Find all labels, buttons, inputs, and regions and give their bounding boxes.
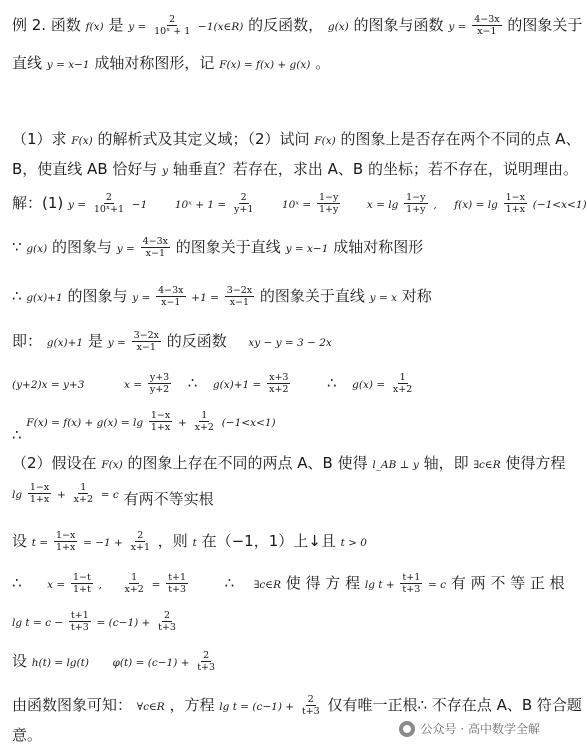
fraction [195, 650, 217, 673]
text: ，则 [157, 532, 188, 550]
fraction [404, 192, 427, 215]
text: 成轴对称图形 [333, 238, 424, 256]
text: 成轴对称图形，记 [94, 54, 215, 72]
math: = c [100, 489, 119, 501]
fraction [28, 482, 51, 505]
math: g(x)+1 [26, 292, 63, 304]
math: = c [428, 579, 447, 591]
math: y [162, 165, 169, 177]
denominator: 10ˣ + 1 [154, 26, 191, 37]
solution-line-5 [12, 372, 554, 395]
math: = (c−1) + [96, 617, 151, 629]
fraction [156, 610, 178, 633]
text: 轴，即 [423, 454, 469, 472]
numerator: 1−x [505, 192, 525, 203]
denominator: 1+x [55, 542, 76, 553]
fraction [132, 330, 161, 353]
math: ∀c∈R [136, 701, 165, 713]
math: (−1<x<1) [221, 417, 276, 429]
numerator: 1−t [72, 572, 91, 583]
math: f(x) = lg [454, 199, 498, 211]
math: F(x) [314, 135, 336, 147]
denominator: y+1 [234, 204, 254, 215]
example-line-2 [12, 52, 554, 73]
numerator: 4−3x [158, 285, 184, 296]
watermark [393, 718, 546, 739]
therefore-symbol: ∴ [224, 574, 235, 592]
text: 的图象关于直线 [175, 238, 281, 256]
numerator: x+3 [269, 372, 289, 383]
wechat-account-icon [399, 721, 415, 737]
fraction [317, 192, 340, 215]
therefore-symbol: ∴ [12, 426, 22, 444]
numerator: 4−3x [474, 14, 500, 25]
math: = −1 + [83, 537, 123, 549]
math: x = [47, 579, 66, 591]
math: y = [132, 292, 151, 304]
math: xy − y = 3 − 2x [248, 337, 332, 349]
math: lg [12, 489, 23, 501]
denominator: 10ˣ+1 [93, 204, 125, 215]
math: F(x) [101, 459, 123, 471]
fraction [122, 572, 145, 595]
denominator: t+3 [402, 584, 421, 595]
numerator: y+3 [149, 372, 170, 383]
text: 直线 [12, 54, 43, 72]
fraction [504, 192, 527, 215]
text: 的反函数 [166, 332, 227, 350]
numerator: 2 [105, 192, 112, 203]
math-fx: f(x) [85, 21, 104, 33]
math: + [57, 489, 66, 501]
numerator: t+1 [402, 572, 421, 583]
solution-line-10 [12, 572, 565, 595]
math: g(x) = [352, 379, 386, 391]
numerator: 1 [201, 410, 208, 421]
text: 是 [108, 16, 124, 34]
numerator: 1−y [318, 192, 339, 203]
math: 10ˣ + 1 = [174, 199, 227, 211]
math: , [433, 199, 437, 211]
math: F(x) = f(x) + g(x) [219, 59, 311, 71]
math: = [151, 579, 161, 591]
text: 的图象关于 [507, 16, 583, 34]
math: g(x)+1 [46, 337, 84, 349]
math: φ(t) = (c−1) + [112, 657, 190, 669]
numerator: 1 [399, 372, 406, 383]
text: 使得方程 [505, 454, 566, 472]
math: t > 0 [340, 537, 367, 549]
question-line-2 [12, 158, 578, 179]
denominator: x−1 [477, 26, 497, 37]
denominator: 1+x [29, 494, 50, 505]
math: y = [128, 21, 147, 33]
fraction [129, 530, 152, 553]
text: 的图象与 [51, 238, 112, 256]
denominator: y+2 [149, 384, 170, 395]
example-lead: 例 2. 函数 [12, 16, 81, 34]
denominator: x−1 [229, 297, 250, 308]
denominator: x+2 [124, 584, 144, 595]
denominator: t+3 [301, 706, 320, 717]
text: 的图象上存在不同的两点 A、B 使得 [127, 454, 368, 472]
text: 由函数图象可知： [12, 696, 133, 714]
math: ∃c∈R [253, 579, 281, 591]
text: 仅有唯一正根∴ 不存在点 A、B 符合题 [327, 696, 582, 714]
solution-line-6 [12, 410, 554, 444]
math: x = lg [366, 199, 399, 211]
fraction [232, 192, 255, 215]
math: −1 [131, 199, 148, 211]
fraction [149, 410, 172, 433]
numerator: 2 [307, 694, 314, 705]
denominator: t+3 [168, 584, 187, 595]
math: y = [107, 337, 126, 349]
numerator: 3−2x [133, 330, 159, 341]
text: 轴垂直？若存在，求出 A、B 的坐标；若不存在，说明理由。 [172, 160, 578, 178]
fraction [72, 482, 95, 505]
question-line-1 [12, 128, 581, 149]
math: −1(x∈R) [198, 21, 244, 33]
fraction [71, 572, 93, 595]
text: 意。 [12, 726, 43, 744]
denominator: 1+x [150, 422, 171, 433]
denominator: 1+x [505, 204, 525, 215]
denominator: 1+t [72, 584, 91, 595]
text: 的反函数， [248, 16, 324, 34]
fraction [267, 372, 290, 395]
math: ∃c∈R [473, 459, 501, 471]
numerator: 2 [240, 192, 247, 203]
math: lg t = c − [12, 617, 64, 629]
denominator: 1+y [406, 204, 426, 215]
numerator: t+1 [168, 572, 187, 583]
numerator: 1−x [150, 410, 171, 421]
text: 对称 [401, 287, 432, 305]
text: 有两不等实根 [123, 490, 214, 508]
fraction [225, 285, 254, 308]
numerator: 1−x [29, 482, 50, 493]
text: 解：(1) [12, 194, 64, 212]
fraction [152, 14, 192, 37]
numerator: 2 [164, 610, 171, 621]
text: 设 [12, 532, 28, 550]
text: 的图象与 [67, 287, 128, 305]
math: (−1<x<1) [532, 199, 587, 211]
text: 使 得 方 程 [285, 574, 361, 592]
fraction [156, 285, 185, 308]
fraction [166, 572, 188, 595]
fraction [148, 372, 171, 395]
math: y = [68, 199, 87, 211]
text: （2）假设在 [12, 454, 97, 472]
solution-line-8 [12, 482, 554, 508]
numerator: 2 [137, 530, 144, 541]
text: 的图象关于直线 [259, 287, 365, 305]
math: y = [116, 243, 135, 255]
math: F(x) = f(x) + g(x) = lg [26, 417, 144, 429]
math: + [178, 417, 187, 429]
math: y = x [369, 292, 397, 304]
numerator: 2 [169, 14, 176, 25]
solution-line-4 [12, 330, 554, 353]
math: y = [448, 21, 467, 33]
therefore-symbol: ∴ [12, 574, 22, 592]
text: 是 [87, 332, 103, 350]
numerator: 1−x [55, 530, 76, 541]
math: lg t = (c−1) + [219, 701, 295, 713]
text: B，使直线 AB 恰好与 [12, 160, 158, 178]
denominator: t+3 [197, 662, 216, 673]
solution-line-2 [12, 236, 554, 259]
denominator: 1+y [318, 204, 339, 215]
math: h(t) = lg(t) [31, 657, 89, 669]
math: 10ˣ = [281, 199, 312, 211]
text: 的图象与函数 [353, 16, 444, 34]
text: ，方程 [169, 696, 215, 714]
fraction [69, 610, 91, 633]
fraction [472, 14, 501, 37]
denominator: x+2 [392, 384, 413, 395]
fraction [391, 372, 414, 395]
math: , [98, 579, 102, 591]
numerator: 1 [80, 482, 87, 493]
numerator: 3−2x [226, 285, 253, 296]
fraction [92, 192, 126, 215]
denominator: x+2 [73, 494, 93, 505]
denominator: x−1 [161, 297, 181, 308]
denominator: x−1 [136, 342, 156, 353]
denominator: x+2 [269, 384, 289, 395]
denominator: x−1 [145, 248, 165, 259]
fraction [300, 694, 322, 717]
fraction [141, 236, 170, 259]
solution-line-7 [12, 452, 566, 473]
watermark-text: 公众号 · 高中数学全解 [420, 722, 540, 736]
numerator: 1 [131, 572, 138, 583]
because-symbol: ∵ [12, 238, 22, 256]
math: t [192, 537, 197, 549]
fraction [400, 572, 422, 595]
fraction [54, 530, 77, 553]
math: y = x−1 [46, 59, 90, 71]
text: 的图象上是否存在两个不同的点 A、 [340, 130, 581, 148]
denominator: x+1 [130, 542, 150, 553]
therefore-symbol: ∴ [187, 374, 198, 392]
example-line-1 [12, 14, 583, 37]
text: 。 [315, 54, 331, 72]
math: (y+2)x = y+3 [12, 379, 85, 391]
fraction [193, 410, 216, 433]
math: x = [123, 379, 143, 391]
numerator: 2 [203, 650, 210, 661]
math: l_AB ⊥ y [372, 459, 419, 471]
therefore-symbol: ∴ [327, 374, 337, 392]
denominator: t+3 [158, 622, 176, 633]
solution-line-11 [12, 610, 554, 633]
numerator: t+1 [70, 610, 89, 621]
text: 在（−1，1）上↓且 [201, 532, 336, 550]
text: 有 两 不 等 正 根 [450, 574, 565, 592]
text: 的解析式及其定义域；（2）试问 [97, 130, 310, 148]
solution-line-3 [12, 285, 554, 308]
solution-line-13 [12, 694, 582, 717]
numerator: 1−y [406, 192, 426, 203]
math: +1 = [191, 292, 219, 304]
text: 即： [12, 332, 43, 350]
therefore-symbol: ∴ [12, 287, 22, 305]
solution-line-1 [12, 192, 587, 215]
denominator: x+2 [194, 422, 214, 433]
denominator: t+3 [70, 622, 89, 633]
text: 设 [12, 652, 28, 670]
math: lg t + [364, 579, 395, 591]
math: y = x−1 [285, 243, 329, 255]
numerator: 4−3x [142, 236, 169, 247]
math-gx: g(x) [327, 21, 349, 33]
solution-line-12 [12, 650, 554, 673]
math: g(x)+1 = [212, 379, 262, 391]
text: （1）求 [12, 130, 67, 148]
math: g(x) [26, 243, 48, 255]
math: t = [31, 537, 49, 549]
math: F(x) [71, 135, 93, 147]
solution-line-9 [12, 530, 554, 553]
